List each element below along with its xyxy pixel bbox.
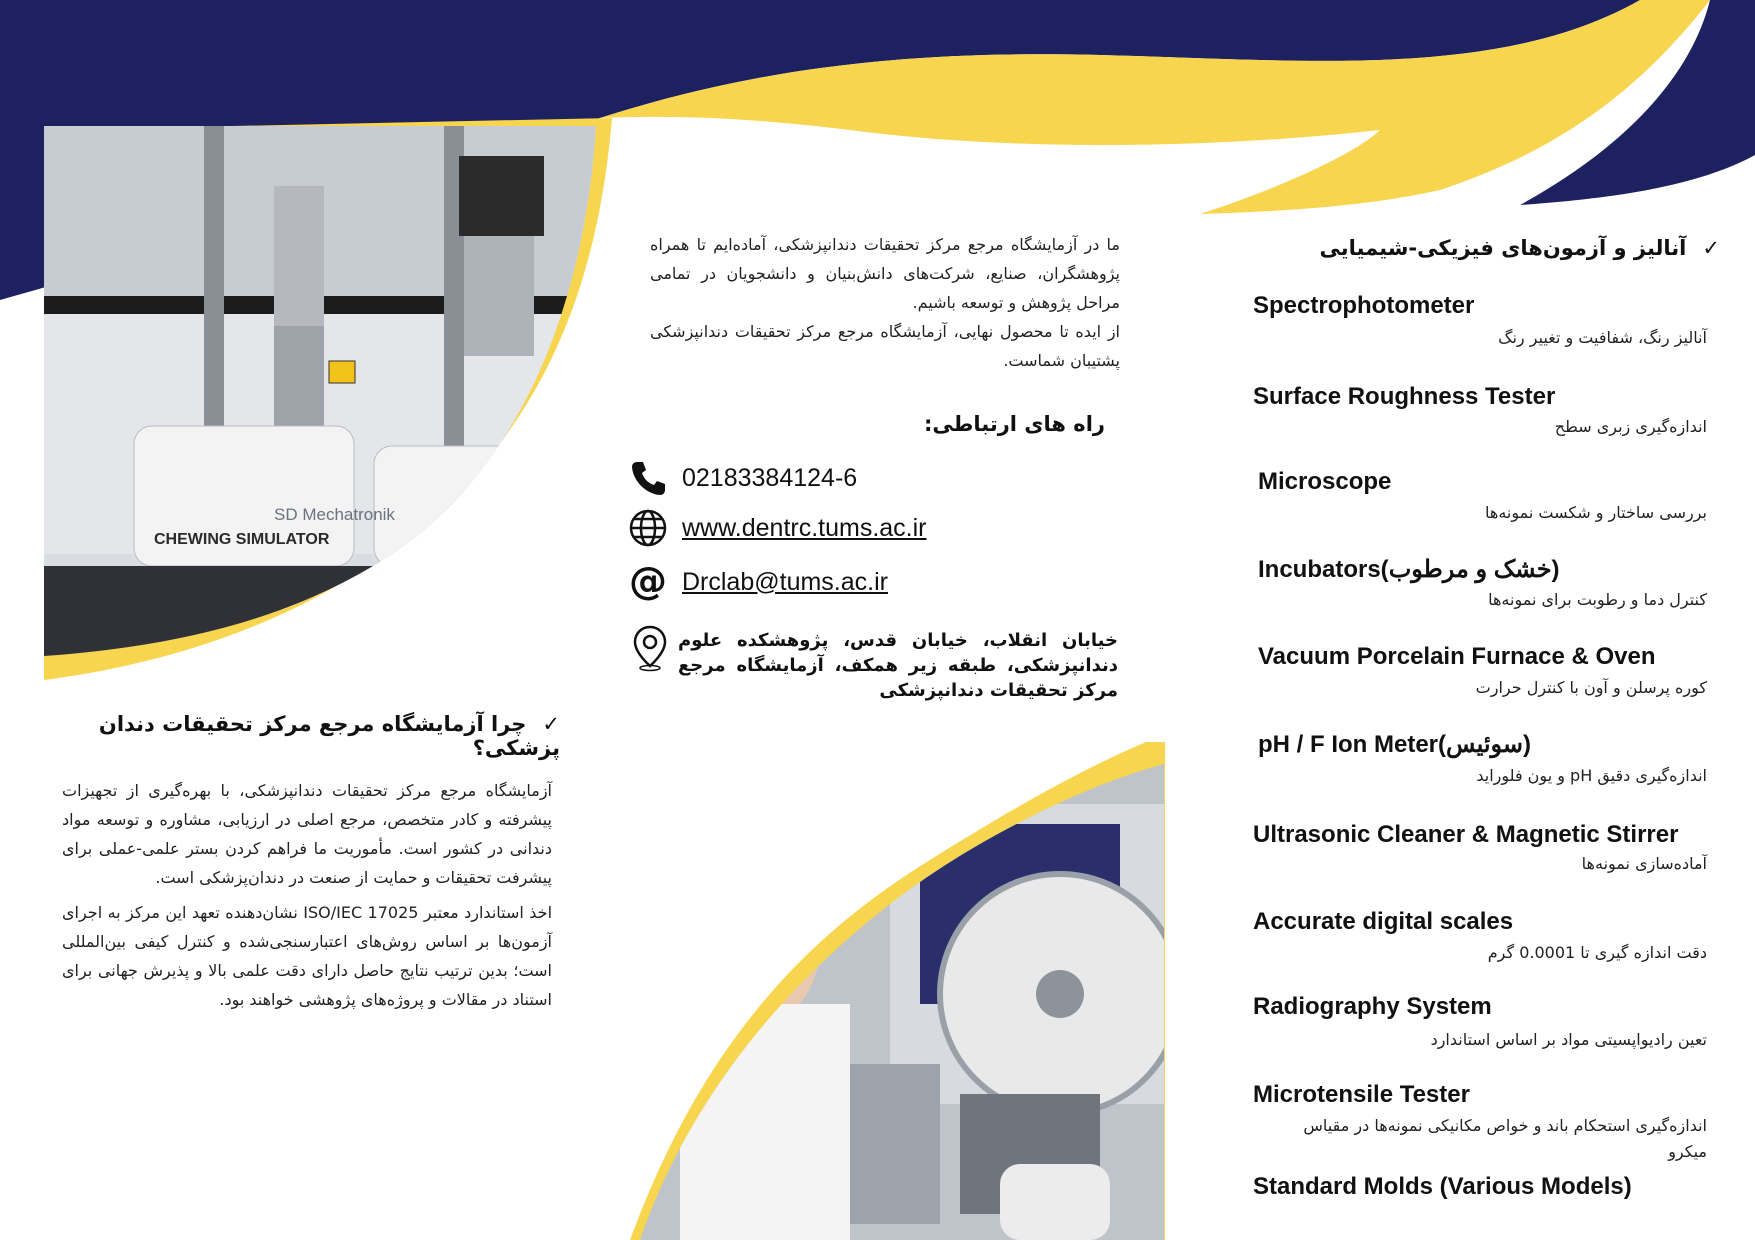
service-name: pH / F Ion Meter(سوئیس) [1258,731,1532,758]
email-link[interactable]: Drclab@tums.ac.ir [682,567,888,596]
globe-icon [628,508,668,548]
service-name: Standard Molds (Various Models) [1253,1173,1632,1200]
service-desc: کنترل دما و رطوبت برای نمونه‌ها [1488,590,1707,609]
services-heading-text: آنالیز و آزمون‌های فیزیکی-شیمیایی [1319,236,1687,260]
services-heading [1250,236,1720,260]
address-text: خیابان انقلاب، خیابان قدس، پژوهشکده علوم دندانپزشکی، طبقه زیر همکف، آزمایشگاه مرجع مرکز تحقیقات دندانپزشکی [678,630,1118,701]
at-sign-icon [628,562,668,602]
service-name: Spectrophotometer [1253,292,1475,319]
brand-label: SD Mechatronik [274,505,395,524]
why-heading [60,712,560,760]
service-desc: دقت اندازه گیری تا 0.0001 گرم [1487,943,1707,962]
why-paragraph-2: اخذ استاندارد معتبر ISO/IEC 17025 نشان‌دهنده تعهد این مرکز به اجرای آزمون‌ها بر اساس روش‌های اعتبارسنجی‌شده و کنترل کیفی بین‌المللی است؛ بدین ترتیب نتایج حاصل دارای دقت علمی بالا و پذیرش جهانی برای استناد در مقالات و پروژه‌های پژوهشی خواهند بود. [62,903,553,1009]
phone-icon [628,458,668,498]
service-desc: بررسی ساختار و شکست نمونه‌ها [1485,503,1707,522]
service-name: Accurate digital scales [1253,908,1514,935]
phone-row[interactable] [628,458,857,498]
intro-text [650,230,1120,375]
service-desc: اندازه‌گیری استحکام باند و خواص مکانیکی نمونه‌ها در مقیاس میکرو [1303,1116,1707,1161]
service-name: Microscope [1258,468,1392,495]
email-row[interactable] [628,562,888,602]
why-body [62,776,552,1020]
svg-text:@: @ [629,562,667,602]
contact-heading: راه های ارتباطی: [923,412,1105,436]
service-desc: اندازه‌گیری زبری سطح [1554,417,1707,436]
check-icon: ✓ [1702,236,1720,260]
service-name: Vacuum Porcelain Furnace & Oven [1258,643,1656,670]
service-desc: کوره پرسلن و آون با کنترل حرارت [1475,678,1707,697]
service-desc: آنالیز رنگ، شفافیت و تغییر رنگ [1498,328,1707,347]
service-name: Ultrasonic Cleaner & Magnetic Stirrer [1253,821,1679,848]
service-desc: آماده‌سازی نمونه‌ها [1581,854,1707,873]
intro-paragraph-1: ما در آزمایشگاه مرجع مرکز تحقیقات دندانپزشکی، آماده‌ایم تا همراه پژوهشگران، صنایع، شرکت‌های دانش‌بنیان و دانشجویان در تمامی مراحل پژوهش و توسعه باشیم. [650,235,1120,312]
why-heading-text: چرا آزمایشگاه مرجع مرکز تحقیقات دندان پزشکی؟ [98,712,560,760]
website-link[interactable]: www.dentrc.tums.ac.ir [682,513,927,542]
why-paragraph-1: آزمایشگاه مرجع مرکز تحقیقات دندانپزشکی، با بهره‌گیری از تجهیزات پیشرفته و کادر متخصص، مرجع اصلی در ارزیابی، مشاوره و توسعه مواد دندانی در کشور است. مأموریت ما فراهم کردن بستر علمی-عملی برای پیشرفت تحقیقات و حمایت از صنعت در دندان‌پزشکی است. [62,781,552,887]
service-name: Microtensile Tester [1253,1081,1470,1108]
location-pin-icon [630,624,670,672]
service-desc: اندازه‌گیری دقیق pH و یون فلوراید [1476,766,1707,785]
check-icon: ✓ [542,712,560,736]
service-name: Surface Roughness Tester [1253,383,1556,410]
website-row[interactable] [628,508,927,548]
service-name: Radiography System [1253,993,1492,1020]
machine-label: CHEWING SIMULATOR [154,531,330,548]
intro-paragraph-2: از ایده تا محصول نهایی، آزمایشگاه مرجع مرکز تحقیقات دندانپزشکی پشتیبان شماست. [650,322,1120,370]
phone-number[interactable]: 02183384124-6 [682,463,858,492]
service-desc: تعین رادیواپسیتی مواد بر اساس استاندارد [1430,1030,1707,1049]
service-name: Incubators(خشک و مرطوب) [1258,556,1560,583]
